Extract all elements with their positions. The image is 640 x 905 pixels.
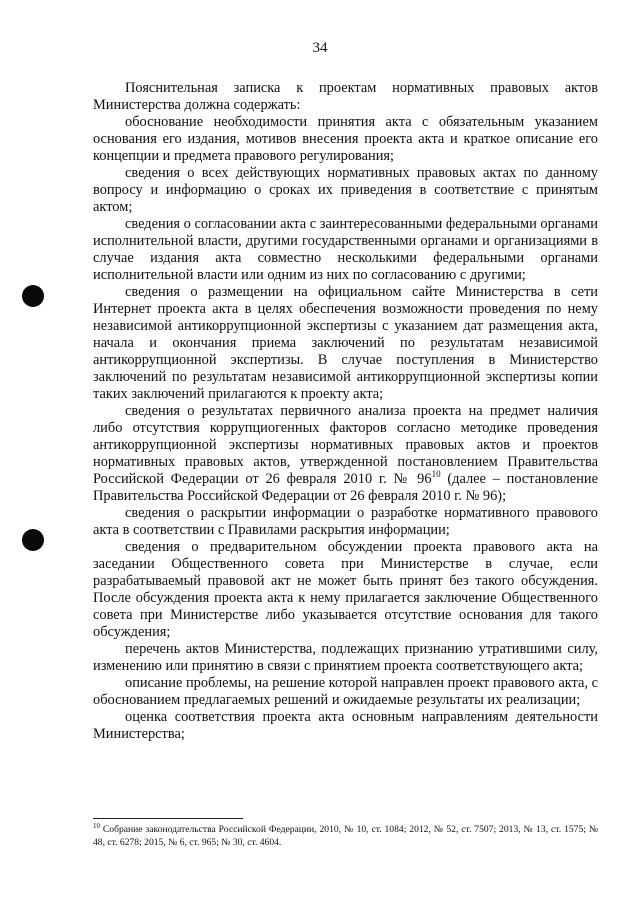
requirement-paragraph: сведения о размещении на официальном сайте Министерства в сети Интернет проекта акта в целях обеспечения возможности проведения по нему независимой антикоррупционной экспертизы с указанием дат размещения акта, начала и окончания приема заключений по результатам независимой антикоррупционной экспертизы. В случае поступления в Министерство заключений по результатам независимой антикоррупционной экспертизы копии таких заключений прилагаются к проекту акта; — [93, 284, 598, 402]
footnote-reference: 10 — [431, 469, 441, 480]
page-number: 34 — [312, 40, 328, 56]
footnote-mark: 10 — [93, 821, 100, 830]
footnote-separator — [93, 818, 243, 819]
requirement-paragraph: сведения о предварительном обсуждении проекта правового акта на заседании Общественного совета при Министерстве в случае, если разрабатываемый правовой акт не может быть принят без такого обсуждения. После обсуждения проекта акта к нему прилагается заключение Общественного совета при Министерстве либо указывается отсутствие основания для такого обсуждения; — [93, 539, 598, 640]
requirement-paragraph: перечень актов Министерства, подлежащих признанию утратившими силу, изменению или принятию в связи с принятием проекта соответствующего акта; — [93, 641, 598, 674]
requirement-paragraph: описание проблемы, на решение которой направлен проект правового акта, с обоснованием предлагаемых решений и ожидаемые результаты их реализации; — [93, 675, 598, 708]
binder-hole-top — [22, 285, 44, 307]
requirement-paragraph: сведения о согласовании акта с заинтересованными федеральными органами исполнительной власти, другими государственными органами и организациями в случае издания акта совместно несколькими федеральными органами исполнительной власти или одним из них по согласованию с другими; — [93, 216, 598, 283]
intro-paragraph: Пояснительная записка к проектам нормативных правовых актов Министерства должна содержать: — [93, 80, 598, 113]
requirement-paragraph: сведения о всех действующих нормативных правовых актах по данному вопросу и информацию о сроках их приведения в соответствие с принятым актом; — [93, 165, 598, 215]
requirement-paragraph: оценка соответствия проекта акта основным направлениям деятельности Министерства; — [93, 709, 598, 742]
document-body — [93, 80, 598, 743]
binder-hole-bottom — [22, 529, 44, 551]
requirement-paragraph — [93, 403, 598, 505]
requirement-paragraph: сведения о раскрытии информации о разработке нормативного правового акта в соответствии с Правилами раскрытия информации; — [93, 505, 598, 538]
paragraph-text: сведения о результатах первичного анализа проекта на предмет наличия либо отсутствия коррупциогенных факторов согласно методике проведения антикоррупционной экспертизы нормативных правовых актов и проектов нормативных правовых актов, утвержденной постановлением Правительства Российской Федерации от 26 февраля 2010 г. № 96 — [93, 403, 598, 487]
requirement-paragraph: обоснование необходимости принятия акта с обязательным указанием основания его издания, мотивов внесения проекта акта и краткое описание его концепции и предмета правового регулирования; — [93, 114, 598, 164]
footnote — [93, 823, 598, 849]
paragraph-text: (далее – постановление Правительства Российской Федерации от 26 февраля 2010 г. № 96); — [93, 471, 598, 504]
footnote-text: Собрание законодательства Российской Федерации, 2010, № 10, ст. 1084; 2012, № 52, ст. 7507; 2013, № 13, ст. 1575; № 48, ст. 6278; 2015, № 6, ст. 965; № 30, ст. 4604. — [93, 824, 598, 848]
